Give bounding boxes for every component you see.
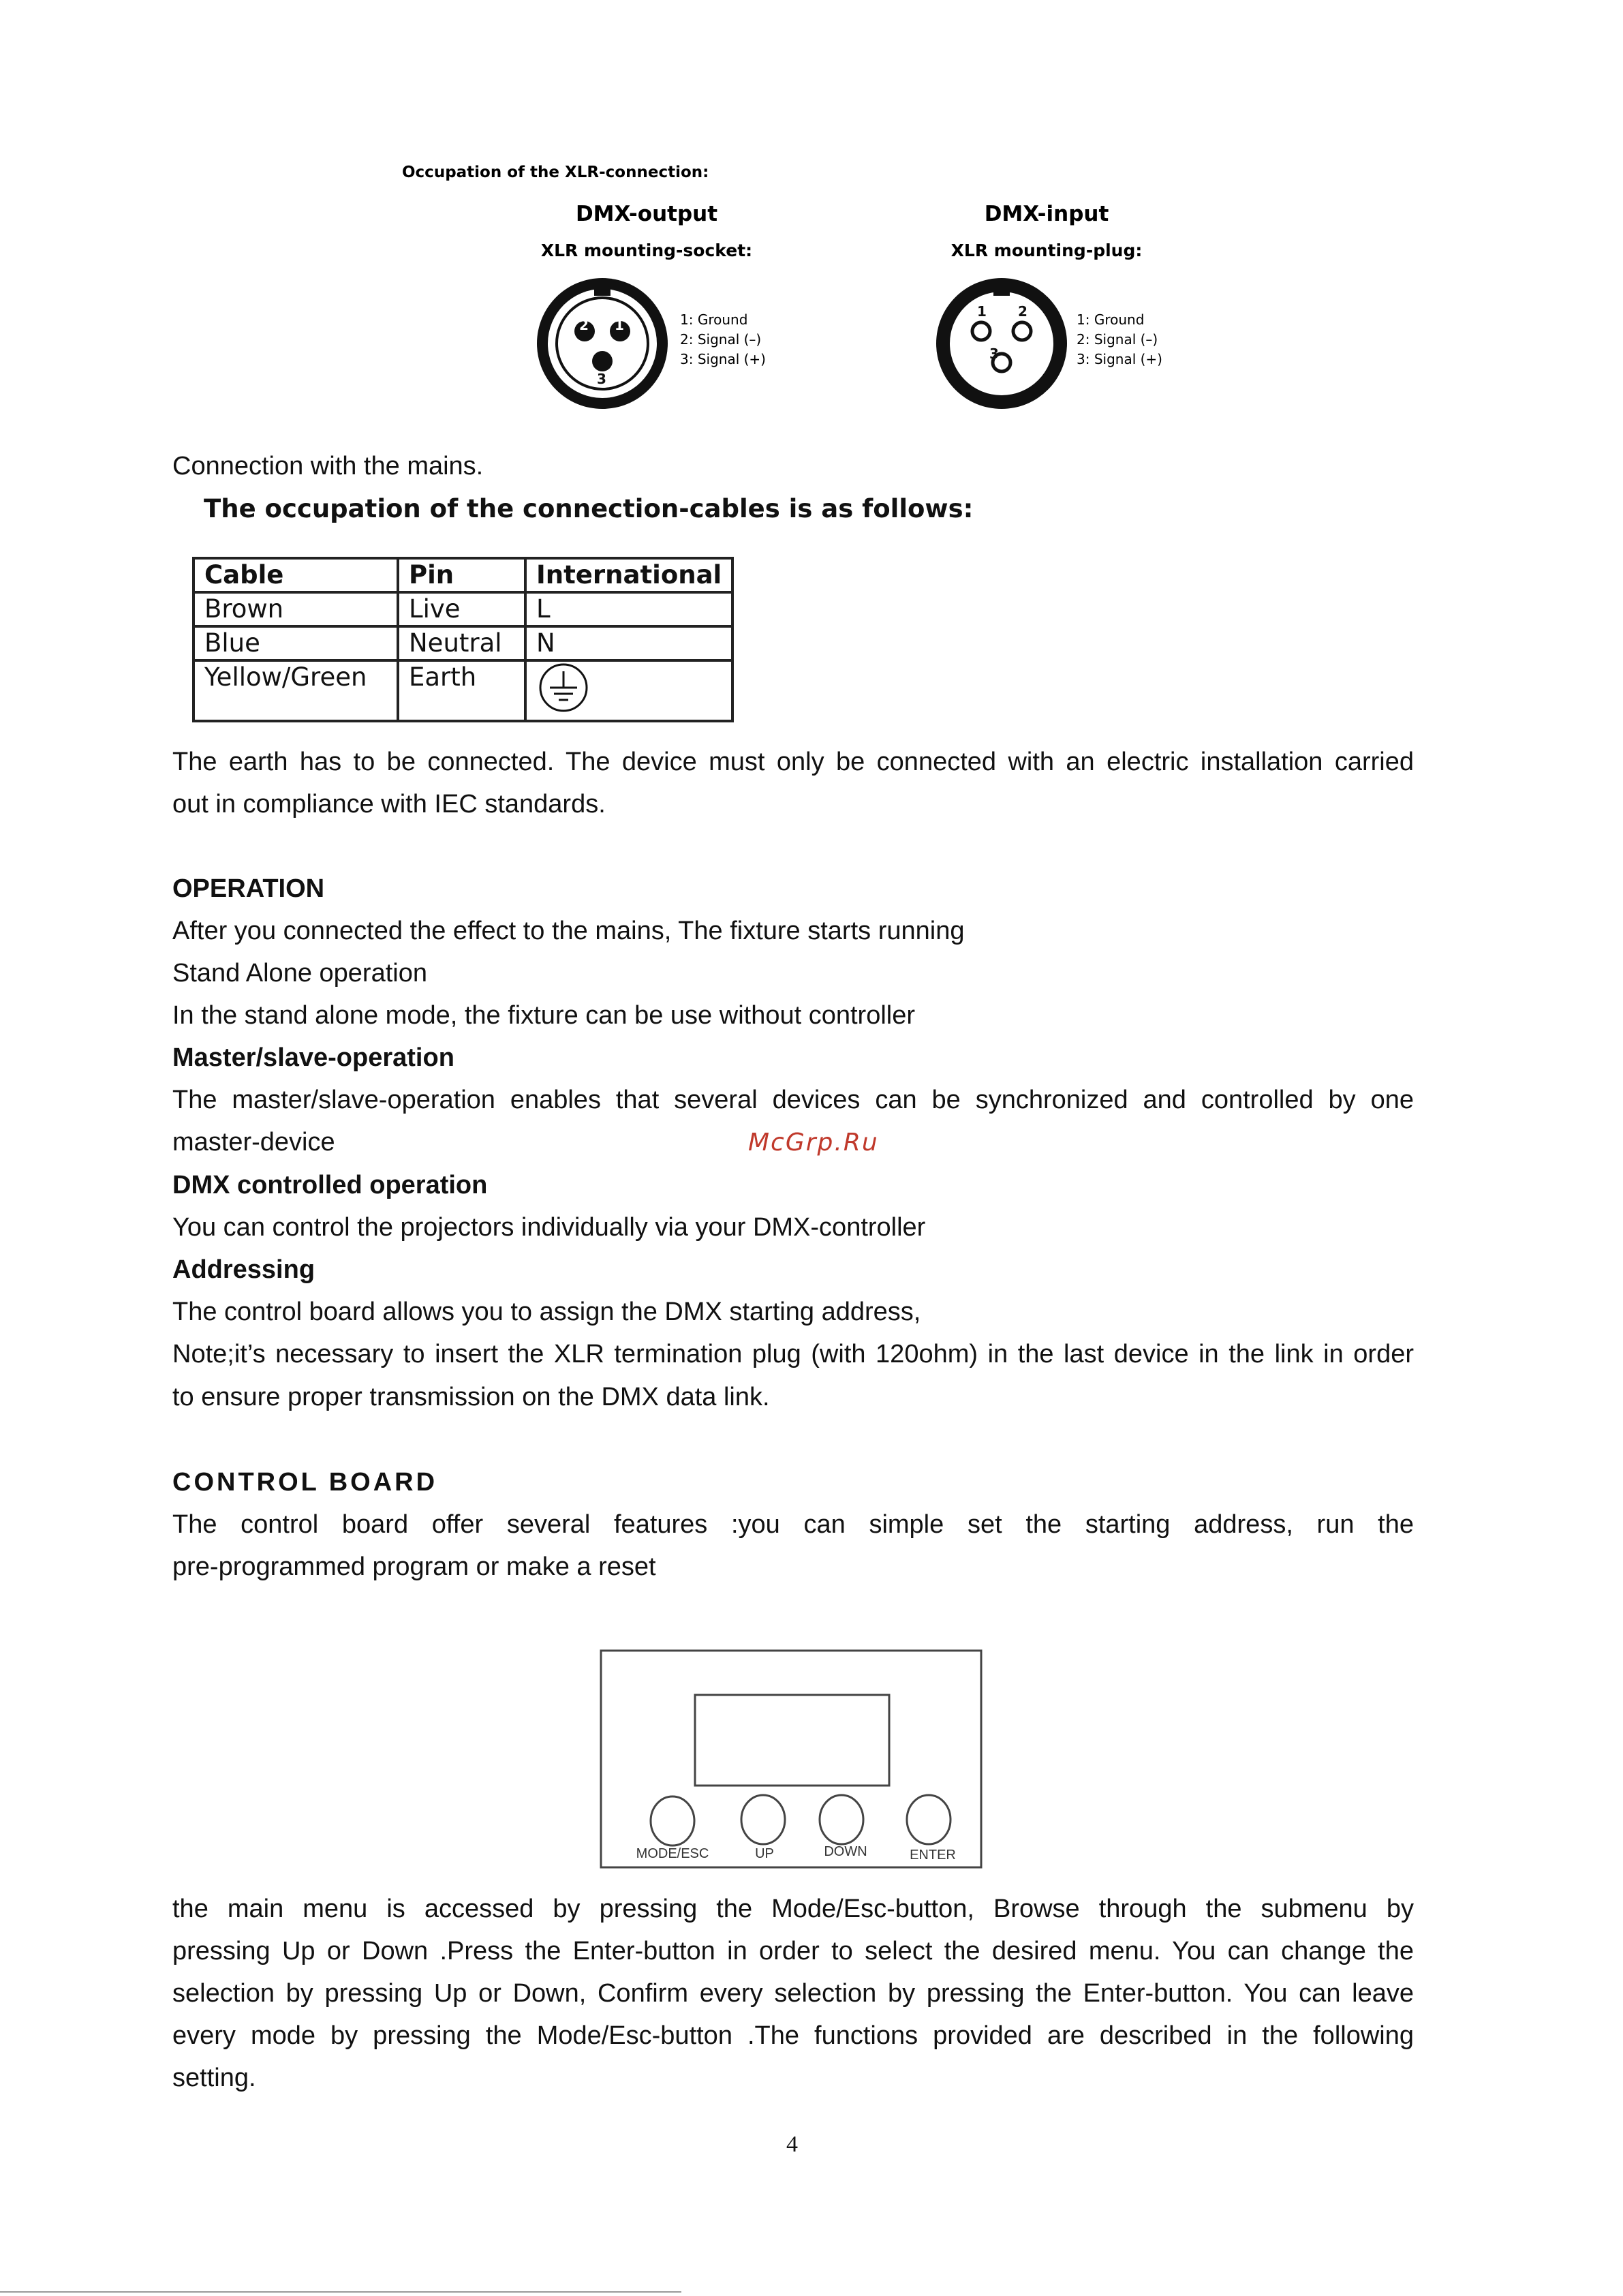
xlr-connection-figure: [402, 161, 1186, 427]
menu-paragraph-line-5: setting.: [172, 2064, 256, 2092]
operation-line-1: After you connected the effect to the mains, The fixture starts running: [172, 917, 965, 945]
dmx-output-sub: XLR mounting-socket:: [540, 241, 753, 260]
table-row: [194, 626, 732, 660]
menu-paragraph-line-1: the main menu is accessed by pressing the Mode/Esc-button, Browse through the submenu by: [172, 1895, 1414, 1923]
cell-international: N: [525, 626, 732, 660]
socket-pin-3: 3: [597, 371, 606, 387]
note-line-1: Note;it’s necessary to insert the XLR termination plug (with 120ohm) in the last device in the link in order: [172, 1340, 1414, 1368]
xlr-socket-icon: [537, 278, 668, 409]
plug-pin-2: 2: [1018, 303, 1027, 320]
operation-heading: OPERATION: [172, 874, 325, 903]
table-header-row: [194, 558, 732, 592]
header-cable: Cable: [194, 558, 398, 592]
dmx-input-sub: XLR mounting-plug:: [950, 241, 1143, 260]
master-slave-heading: Master/slave-operation: [172, 1043, 454, 1072]
plug-pin-1: 1: [977, 303, 987, 320]
header-international: International: [525, 558, 732, 592]
socket-pin-1: 1: [615, 317, 624, 333]
standalone-heading: Stand Alone operation: [172, 959, 427, 988]
bottom-rule: [0, 2291, 681, 2293]
earth-ground-icon: [536, 663, 592, 712]
cell-cable: Yellow/Green: [194, 660, 398, 721]
control-board-line-1: The control board offer several features :you can simple set the starting address, run the: [172, 1510, 1414, 1539]
mains-intro: Connection with the mains.: [172, 452, 484, 480]
cell-cable: Blue: [194, 626, 398, 660]
socket-pin-label-2: 2: Signal (–): [680, 331, 762, 348]
plug-pin-label-1: 1: Ground: [1077, 311, 1145, 328]
note-line-2: to ensure proper transmission on the DMX data link.: [172, 1383, 770, 1411]
cell-cable: Brown: [194, 592, 398, 626]
cell-international: L: [525, 592, 732, 626]
watermark-text: McGrp.Ru: [748, 1129, 879, 1157]
dmx-input-heading: DMX-input: [984, 202, 1109, 226]
mains-table: [192, 557, 734, 722]
plug-pin-3: 3: [989, 346, 999, 362]
dmx-controlled-text: You can control the projectors individually via your DMX-controller: [172, 1213, 926, 1242]
xlr-title: Occupation of the XLR-connection:: [402, 164, 709, 181]
dmx-output-heading: DMX-output: [575, 202, 718, 226]
cell-pin: Earth: [398, 660, 525, 721]
master-slave-line-1: The master/slave-operation enables that several devices can be synchronized and controlled by one: [172, 1086, 1414, 1114]
control-board-line-2: pre-programmed program or make a reset: [172, 1552, 656, 1581]
socket-pin-list: [680, 311, 766, 367]
plug-pin-label-2: 2: Signal (–): [1077, 331, 1158, 348]
header-pin: Pin: [398, 558, 525, 592]
earth-paragraph-line-2: out in compliance with IEC standards.: [172, 790, 606, 818]
control-board-svg: [600, 1649, 983, 1869]
xlr-plug-icon: [936, 278, 1067, 409]
menu-paragraph-line-3: selection by pressing Up or Down, Confirm every selection by pressing the Enter-button. You can leave: [172, 1979, 1414, 2008]
control-board-diagram: [600, 1649, 983, 1869]
down-label: DOWN: [824, 1844, 867, 1859]
addressing-heading: Addressing: [172, 1255, 315, 1284]
menu-paragraph-line-2: pressing Up or Down .Press the Enter-button in order to select the desired menu. You can change the: [172, 1937, 1414, 1965]
table-row: [194, 592, 732, 626]
control-board-heading: CONTROL BOARD: [172, 1468, 438, 1497]
dmx-controlled-heading: DMX controlled operation: [172, 1171, 488, 1199]
earth-paragraph-line-1: The earth has to be connected. The device must only be connected with an electric installation carried: [172, 748, 1414, 776]
cell-pin: Live: [398, 592, 525, 626]
menu-paragraph-line-4: every mode by pressing the Mode/Esc-button .The functions provided are described in the following: [172, 2021, 1414, 2050]
display-screen: [695, 1695, 889, 1786]
addressing-text: The control board allows you to assign the DMX starting address,: [172, 1298, 921, 1326]
cell-pin: Neutral: [398, 626, 525, 660]
socket-pin-label-3: 3: Signal (+): [680, 351, 766, 367]
socket-pin-label-1: 1: Ground: [680, 311, 748, 328]
enter-label: ENTER: [910, 1848, 956, 1863]
master-slave-line-2: master-device: [172, 1128, 335, 1157]
up-label: UP: [755, 1846, 774, 1861]
table-row: [194, 660, 732, 721]
page-number: 4: [786, 2132, 798, 2157]
cell-international: [525, 660, 732, 721]
socket-pin-2: 2: [579, 317, 589, 333]
plug-pin-list: [1077, 311, 1162, 367]
mode-esc-label: MODE/ESC: [636, 1846, 709, 1861]
xlr-diagram: [402, 161, 1186, 427]
plug-pin-label-3: 3: Signal (+): [1077, 351, 1162, 367]
standalone-text: In the stand alone mode, the fixture can be use without controller: [172, 1001, 915, 1030]
mains-table-title: The occupation of the connection-cables is as follows:: [204, 494, 974, 523]
